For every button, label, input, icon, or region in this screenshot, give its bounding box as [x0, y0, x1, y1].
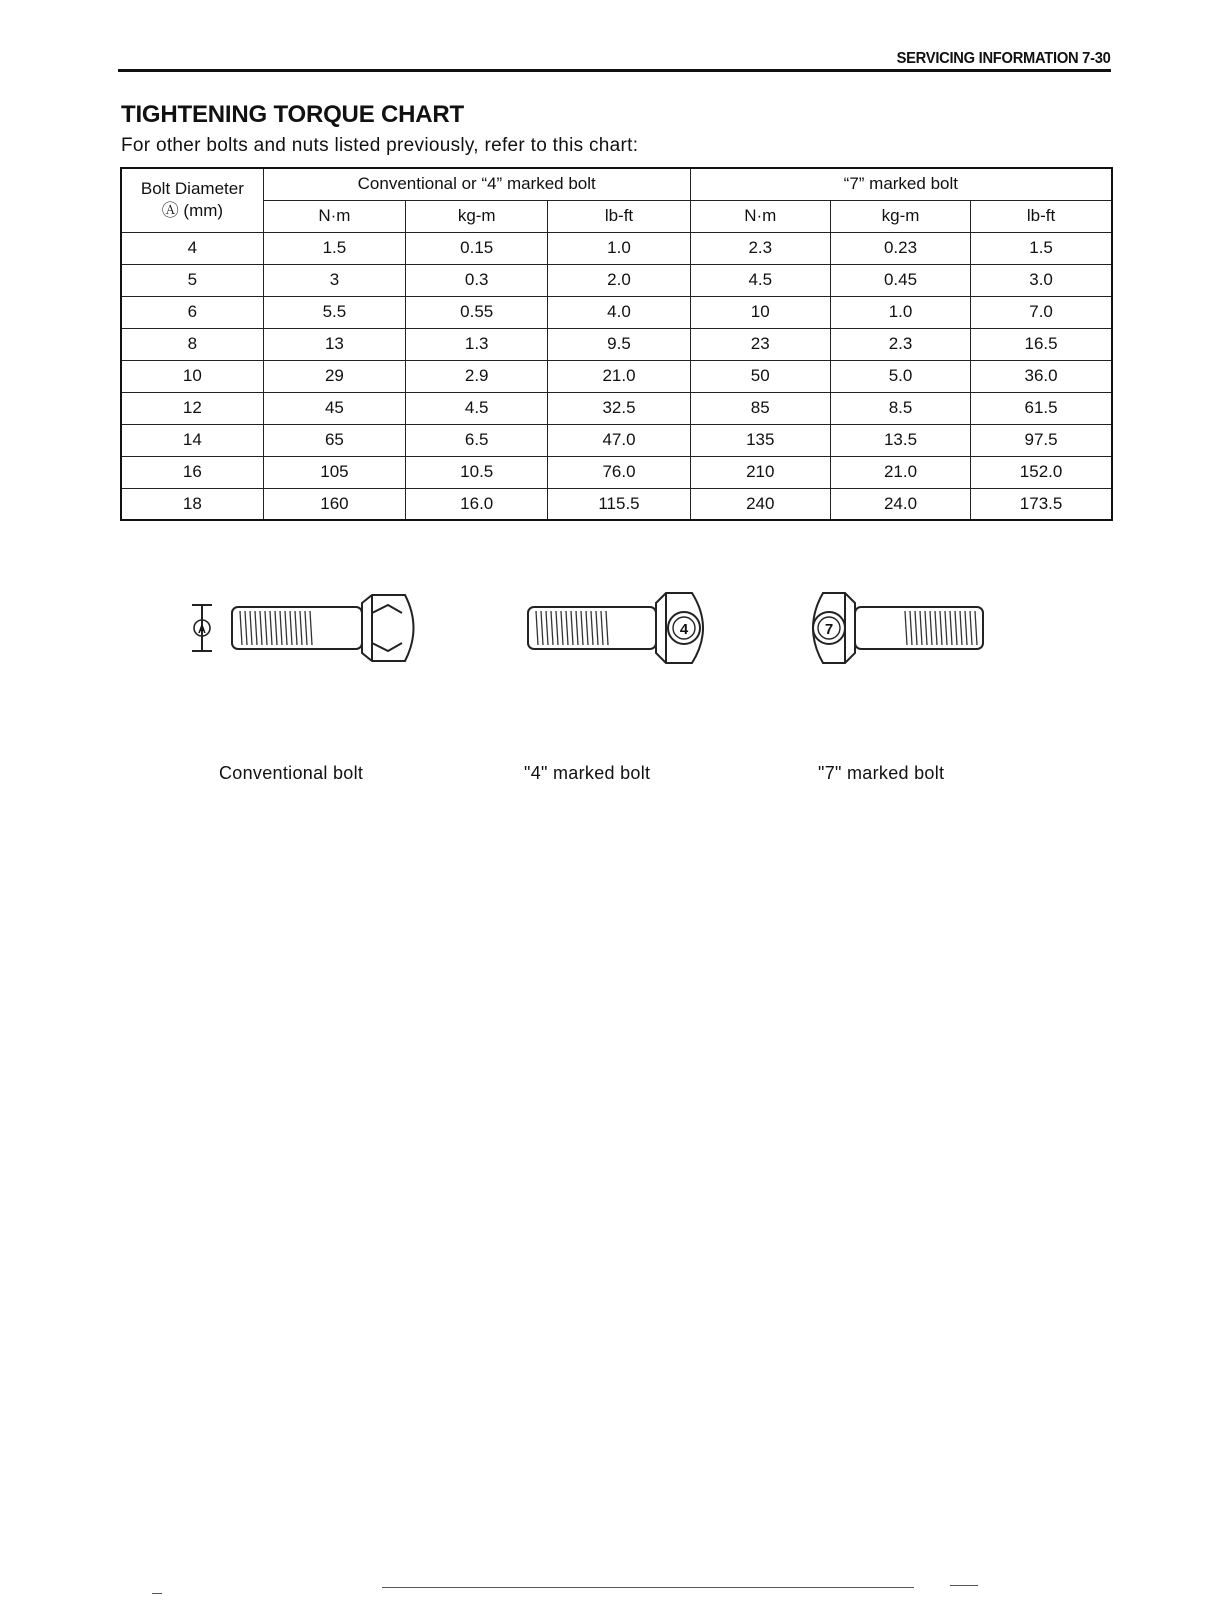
table-row: [121, 232, 1112, 264]
table-cell: 0.45: [830, 264, 970, 296]
table-cell: 3: [263, 264, 405, 296]
table-cell: 3.0: [971, 264, 1112, 296]
table-cell: 10: [121, 360, 263, 392]
table-cell: 6.5: [406, 424, 548, 456]
table-cell: 0.23: [830, 232, 970, 264]
table-row: [121, 264, 1112, 296]
table-cell: 4.5: [406, 392, 548, 424]
table-cell: 16: [121, 456, 263, 488]
table-cell: 160: [263, 488, 405, 520]
table-cell: 13: [263, 328, 405, 360]
table-cell: 7.0: [971, 296, 1112, 328]
table-cell: 1.5: [263, 232, 405, 264]
table-cell: 0.55: [406, 296, 548, 328]
four-marked-bolt-illustration: [524, 585, 724, 675]
table-row: [121, 392, 1112, 424]
table-row: [121, 360, 1112, 392]
torque-table: [120, 167, 1113, 521]
unit-header: N·m: [690, 200, 830, 232]
caption-seven-marked-bolt: "7" marked bolt: [818, 763, 945, 783]
table-cell: 1.5: [971, 232, 1112, 264]
table-cell: 10.5: [406, 456, 548, 488]
table-cell: 97.5: [971, 424, 1112, 456]
diameter-header-cell: [121, 168, 263, 232]
conventional-group-header: Conventional or “4” marked bolt: [263, 168, 690, 200]
unit-header: lb-ft: [548, 200, 690, 232]
mark-four: 4: [679, 621, 689, 638]
table-cell: 2.9: [406, 360, 548, 392]
table-cell: 16.5: [971, 328, 1112, 360]
caption-four-marked-bolt: "4" marked bolt: [524, 763, 651, 783]
table-cell: 16.0: [406, 488, 548, 520]
table-cell: 210: [690, 456, 830, 488]
table-cell: 45: [263, 392, 405, 424]
seven-marked-bolt-illustration: [805, 585, 1005, 675]
caption-conventional-bolt: Conventional bolt: [219, 763, 364, 783]
table-cell: 13.5: [830, 424, 970, 456]
page-title: TIGHTENING TORQUE CHART: [121, 101, 464, 128]
table-cell: 36.0: [971, 360, 1112, 392]
table-cell: 29: [263, 360, 405, 392]
table-cell: 23: [690, 328, 830, 360]
footer-mark: [152, 1593, 162, 1594]
table-cell: 5: [121, 264, 263, 296]
dimension-label: A: [198, 624, 206, 636]
diameter-header: Bolt Diameter: [140, 179, 244, 199]
unit-header: N·m: [263, 200, 405, 232]
table-cell: 47.0: [548, 424, 690, 456]
table-cell: 65: [263, 424, 405, 456]
table-cell: 10: [690, 296, 830, 328]
unit-header: kg-m: [406, 200, 548, 232]
table-cell: 1.3: [406, 328, 548, 360]
table-cell: 76.0: [548, 456, 690, 488]
table-cell: 5.5: [263, 296, 405, 328]
table-cell: 18: [121, 488, 263, 520]
conventional-bolt-illustration: [190, 585, 430, 675]
table-cell: 12: [121, 392, 263, 424]
table-cell: 9.5: [548, 328, 690, 360]
table-cell: 85: [690, 392, 830, 424]
table-cell: 5.0: [830, 360, 970, 392]
table-row: [121, 456, 1112, 488]
table-cell: 21.0: [548, 360, 690, 392]
mark-seven: 7: [824, 621, 834, 638]
section-reference: SERVICING INFORMATION 7-30: [897, 50, 1111, 67]
unit-header: kg-m: [830, 200, 970, 232]
table-cell: 8.5: [830, 392, 970, 424]
table-cell: 61.5: [971, 392, 1112, 424]
diameter-unit: Ⓐ (mm): [161, 201, 224, 221]
table-cell: 1.0: [548, 232, 690, 264]
table-cell: 24.0: [830, 488, 970, 520]
table-cell: 8: [121, 328, 263, 360]
table-cell: 4.0: [548, 296, 690, 328]
table-cell: 6: [121, 296, 263, 328]
table-cell: 173.5: [971, 488, 1112, 520]
table-cell: 4: [121, 232, 263, 264]
table-cell: 152.0: [971, 456, 1112, 488]
table-cell: 21.0: [830, 456, 970, 488]
table-cell: 0.3: [406, 264, 548, 296]
intro-text: For other bolts and nuts listed previously, refer to this chart:: [121, 135, 639, 156]
table-row: [121, 328, 1112, 360]
unit-header: lb-ft: [971, 200, 1112, 232]
table-cell: 0.15: [406, 232, 548, 264]
seven-group-header: “7” marked bolt: [690, 168, 1112, 200]
table-cell: 2.0: [548, 264, 690, 296]
table-cell: 240: [690, 488, 830, 520]
table-cell: 4.5: [690, 264, 830, 296]
table-cell: 135: [690, 424, 830, 456]
table-cell: 115.5: [548, 488, 690, 520]
table-cell: 32.5: [548, 392, 690, 424]
table-row: [121, 488, 1112, 520]
footer-rule: [382, 1587, 914, 1588]
table-row: [121, 296, 1112, 328]
table-cell: 14: [121, 424, 263, 456]
table-cell: 105: [263, 456, 405, 488]
header-rule: [118, 69, 1111, 72]
table-cell: 2.3: [690, 232, 830, 264]
table-cell: 50: [690, 360, 830, 392]
footer-mark: [950, 1585, 978, 1586]
table-cell: 2.3: [830, 328, 970, 360]
table-row: [121, 424, 1112, 456]
table-cell: 1.0: [830, 296, 970, 328]
